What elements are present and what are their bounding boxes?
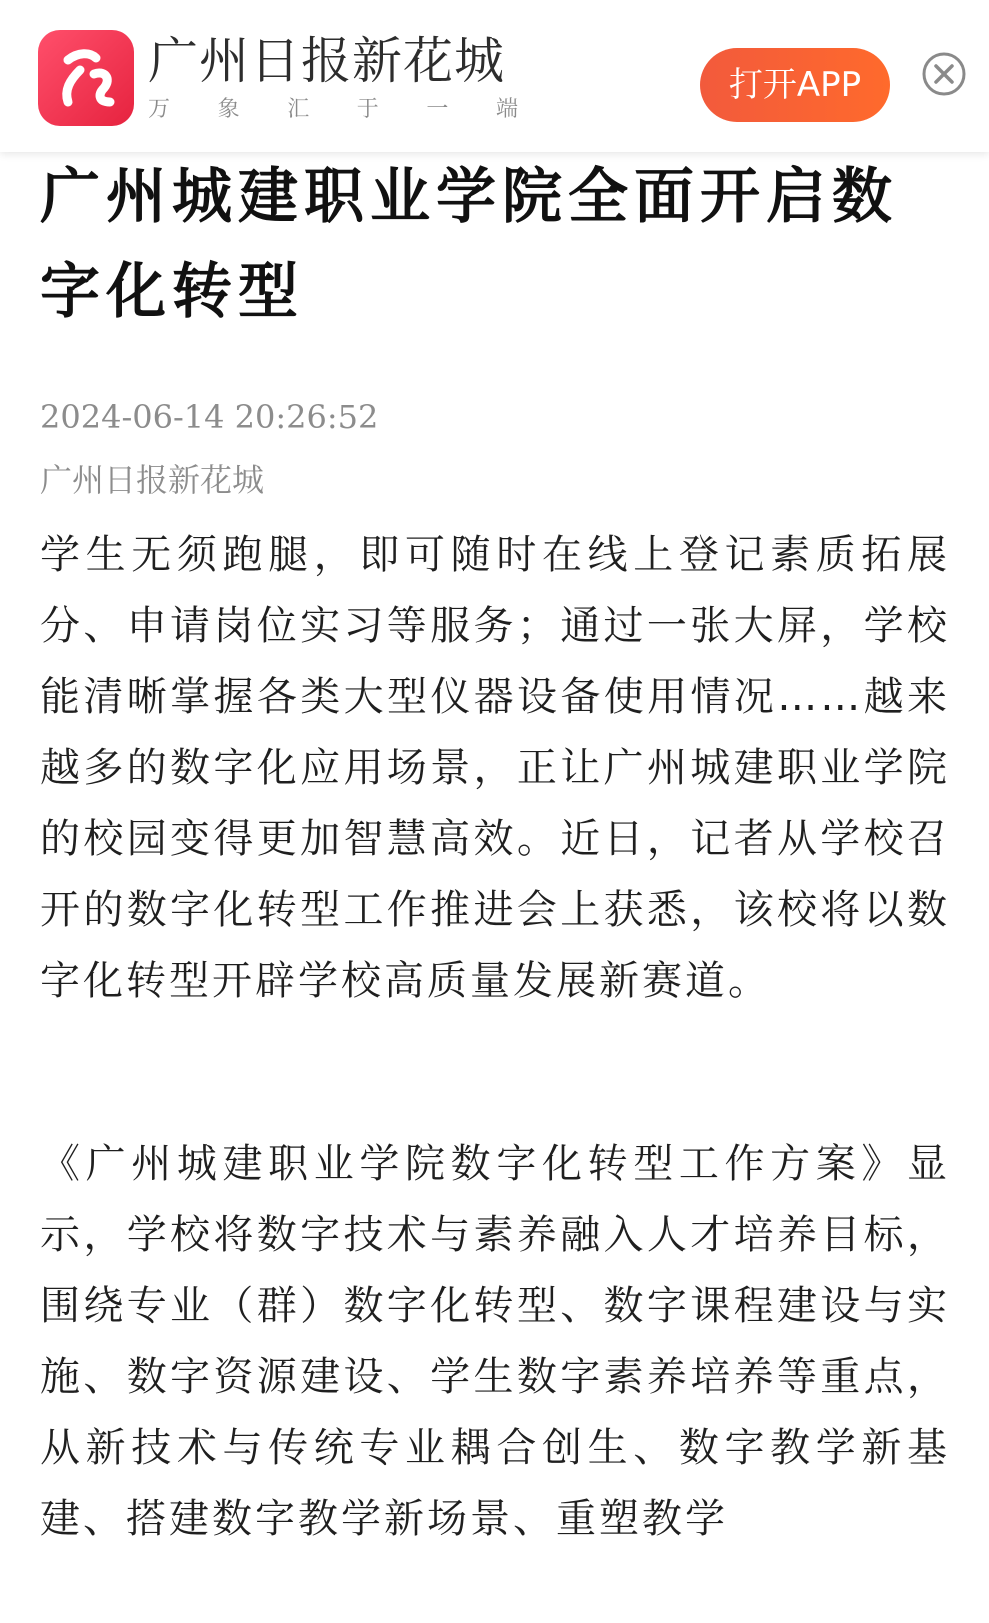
- brand-slogan: [148, 96, 518, 124]
- article-paragraph: 《广州城建职业学院数字化转型工作方案》显示，学校将数字技术与素养融入人才培养目标，围绕专业（群）数字化转型、数字课程建设与实施、数字资源建设、学生数字素养培养等重点，从新技术与传统专业耦合创生、数字教学新基建、搭建数字教学新场景、重塑教学: [40, 1141, 950, 1542]
- slogan-char: 于: [356, 97, 379, 122]
- slogan-char: 象: [217, 97, 240, 122]
- app-download-banner: [0, 0, 989, 152]
- article-source[interactable]: 广州日报新花城: [40, 461, 265, 499]
- slogan-char: 汇: [287, 97, 310, 122]
- open-app-button[interactable]: 打开APP: [700, 48, 890, 122]
- brand-name: 广州日报新花城: [148, 32, 505, 90]
- slogan-char: 万: [148, 97, 171, 122]
- publish-time: 2024-06-14 20:26:52: [40, 398, 379, 436]
- slogan-char: 端: [495, 97, 518, 122]
- article-paragraph: 学生无须跑腿，即可随时在线上登记素质拓展分、申请岗位实习等服务；通过一张大屏，学校能清晰掌握各类大型仪器设备使用情况……越来越多的数字化应用场景，正让广州城建职业学院的校园变得更加智慧高效。近日，记者从学校召开的数字化转型工作推进会上获悉，该校将以数字化转型开辟学校高质量发展新赛道。: [40, 532, 950, 1004]
- huacheng-logo-icon[interactable]: [38, 30, 134, 126]
- slogan-char: 一: [426, 97, 449, 122]
- close-circle-icon[interactable]: [920, 50, 968, 98]
- article-headline: 广州城建职业学院全面开启数字化转型: [40, 162, 898, 327]
